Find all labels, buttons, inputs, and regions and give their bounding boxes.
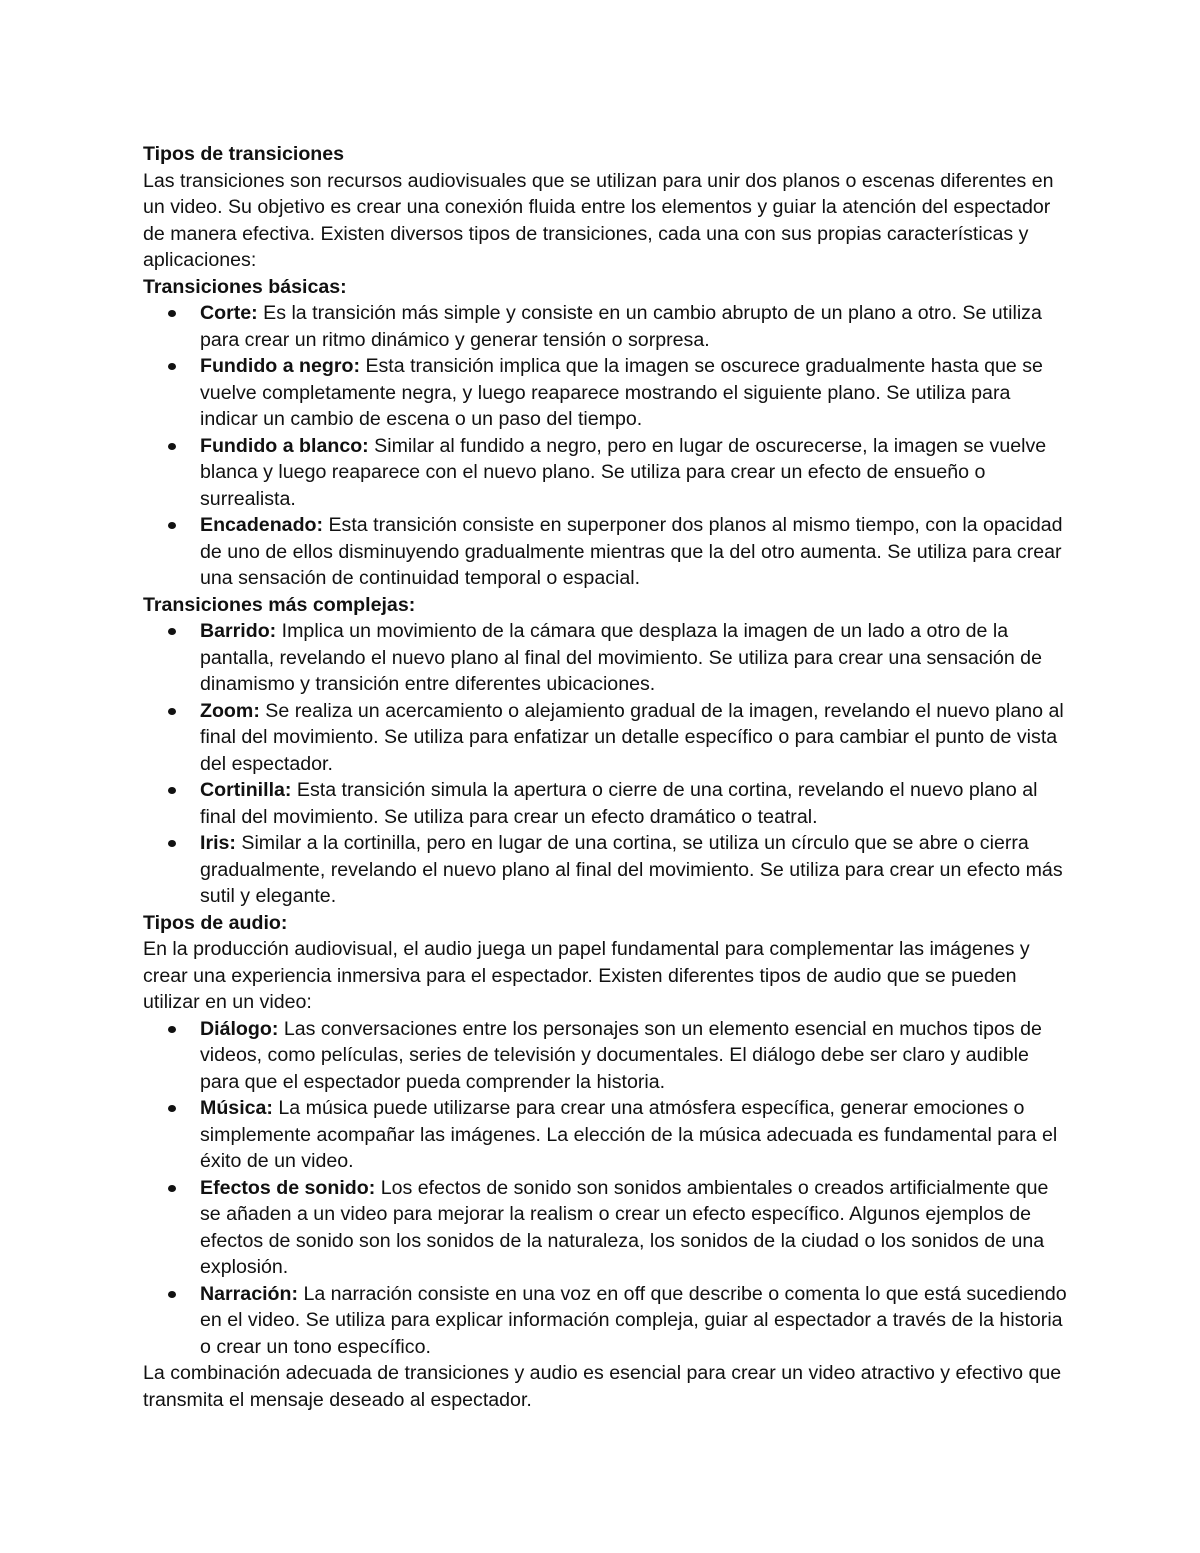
bullet-icon	[168, 363, 176, 370]
item-text: La música puede utilizarse para crear una atmósfera específica, generar emociones o simplemente acompañar las imágenes. La elección de la música adecuada es fundamental para el éxito de un video.	[200, 1097, 1058, 1172]
audio-types-list	[143, 1016, 1073, 1361]
item-term: Encadenado:	[200, 514, 324, 536]
list-item	[143, 433, 1073, 513]
item-term: Narración:	[200, 1282, 298, 1305]
item-text: Es la transición más simple y consiste en un cambio abrupto de un plano a otro. Se utiliza para crear un ritmo dinámico y generar tensión o sorpresa.	[200, 302, 1042, 351]
list-item	[143, 1175, 1073, 1281]
list-item	[143, 512, 1073, 592]
complex-transitions-list	[143, 618, 1073, 910]
bullet-icon	[168, 1105, 176, 1112]
item-term: Corte:	[200, 302, 258, 324]
item-text: Esta transición simula la apertura o cierre de una cortina, revelando el nuevo plano al final del movimiento. Se utiliza para crear un efecto dramático o teatral.	[200, 779, 1038, 828]
item-term: Fundido a negro:	[200, 355, 360, 377]
audio-intro-paragraph: En la producción audiovisual, el audio juega un papel fundamental para complementar las imágenes y crear una experiencia inmersiva para el espectador. Existen diferentes tipos de audio que se pueden utilizar en un video:	[143, 938, 1030, 1013]
list-item	[143, 618, 1073, 698]
intro-paragraph: Las transiciones son recursos audiovisuales que se utilizan para unir dos planos o escenas diferentes en un video. Su objetivo es crear una conexión fluida entre los elementos y guiar la atención del espectador de manera efectiva. Existen diversos tipos de transiciones, cada una con sus propias características y aplicaciones:	[143, 169, 1054, 271]
item-text: Similar a la cortinilla, pero en lugar de una cortina, se utiliza un círculo que se abre o cierra gradualmente, revelando el nuevo plano al final del movimiento. Se utiliza para crear un efecto más sutil y elegante.	[200, 832, 1063, 907]
item-term: Barrido:	[200, 620, 277, 642]
list-item	[143, 1095, 1073, 1175]
complex-transitions-heading: Transiciones más complejas:	[143, 593, 416, 616]
item-text: Implica un movimiento de la cámara que desplaza la imagen de un lado a otro de la pantalla, revelando el nuevo plano al final del movimiento. Se utiliza para crear una sensación de dinamismo y transición entre diferentes ubicaciones.	[200, 620, 1042, 695]
list-item	[143, 698, 1073, 778]
list-item	[143, 353, 1073, 433]
document-title: Tipos de transiciones	[143, 143, 345, 165]
list-item	[143, 1281, 1073, 1361]
item-text: Se realiza un acercamiento o alejamiento gradual de la imagen, revelando el nuevo plano al final del movimiento. Se utiliza para enfatizar un detalle específico o para cambiar el punto de vista del espectador.	[200, 699, 1064, 775]
item-text: Esta transición implica que la imagen se oscurece gradualmente hasta que se vuelve completamente negra, y luego reaparece mostrando el siguiente plano. Se utiliza para indicar un cambio de escena o un paso del tiempo.	[200, 355, 1043, 430]
item-term: Música:	[200, 1097, 273, 1119]
list-item	[143, 300, 1073, 353]
bullet-icon	[168, 1291, 176, 1298]
audio-types-heading: Tipos de audio:	[143, 911, 288, 934]
item-term: Efectos de sonido:	[200, 1176, 376, 1199]
conclusion-paragraph: La combinación adecuada de transiciones y audio es esencial para crear un video atractivo y efectivo que transmita el mensaje deseado al espectador.	[143, 1362, 1062, 1411]
item-term: Diálogo:	[200, 1017, 279, 1040]
bullet-icon	[168, 787, 176, 794]
item-text: Similar al fundido a negro, pero en lugar de oscurecerse, la imagen se vuelve blanca y luego reaparece con el nuevo plano. Se utiliza para crear un efecto de ensueño o surrealista.	[200, 434, 1047, 510]
bullet-icon	[168, 1026, 176, 1033]
item-term: Iris:	[200, 832, 236, 854]
item-text: Los efectos de sonido son sonidos ambientales o creados artificialmente que se añaden a un video para mejorar la realism o crear un efecto específico. Algunos ejemplos de efectos de sonido son los sonidos de la naturaleza, los sonidos de la ciudad o los sonidos de una explosión.	[200, 1176, 1049, 1278]
list-item	[143, 777, 1073, 830]
bullet-icon	[168, 522, 176, 529]
item-text: Las conversaciones entre los personajes son un elemento esencial en muchos tipos de videos, como películas, series de televisión y documentales. El diálogo debe ser claro y audible para que el espectador pueda comprender la historia.	[200, 1017, 1042, 1093]
bullet-icon	[168, 310, 176, 317]
bullet-icon	[168, 708, 176, 715]
item-term: Fundido a blanco:	[200, 434, 369, 457]
item-text: La narración consiste en una voz en off que describe o comenta lo que está sucediendo en el video. Se utiliza para explicar información compleja, guiar al espectador a través de la historia o crear un tono específico.	[200, 1282, 1067, 1358]
list-item	[143, 1016, 1073, 1096]
bullet-icon	[168, 443, 176, 450]
bullet-icon	[168, 628, 176, 635]
item-term: Zoom:	[200, 699, 260, 722]
document-page	[143, 141, 1073, 1413]
bullet-icon	[168, 1185, 176, 1192]
item-term: Cortinilla:	[200, 779, 292, 801]
item-text: Esta transición consiste en superponer dos planos al mismo tiempo, con la opacidad de uno de ellos disminuyendo gradualmente mientras que la del otro aumenta. Se utiliza para crear una sensación de continuidad temporal o espacial.	[200, 514, 1063, 589]
bullet-icon	[168, 840, 176, 847]
basic-transitions-list	[143, 300, 1073, 592]
basic-transitions-heading: Transiciones básicas:	[143, 275, 347, 298]
list-item	[143, 830, 1073, 910]
